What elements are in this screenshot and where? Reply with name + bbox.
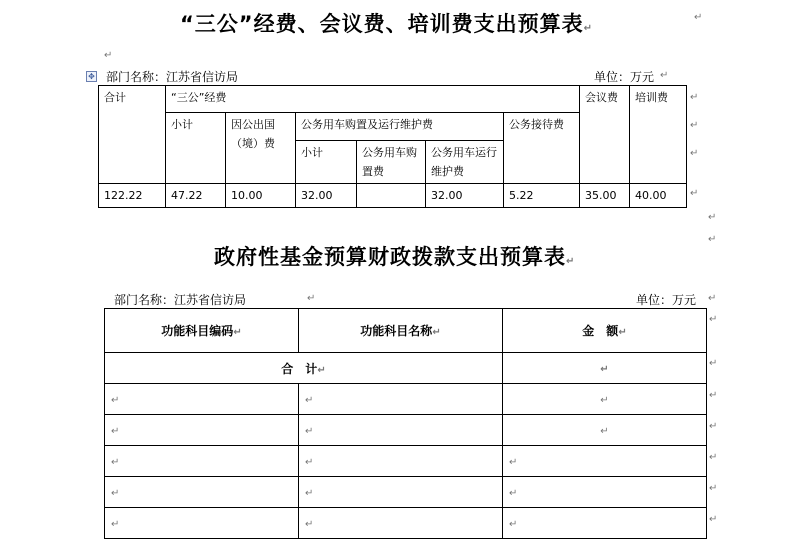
paragraph-mark: ↵ bbox=[583, 23, 593, 34]
row-end-mark: ↵ bbox=[709, 421, 718, 432]
paragraph-mark: ↵ bbox=[708, 212, 717, 223]
header-total: 合计 bbox=[99, 86, 166, 184]
header-meeting: 会议费 bbox=[580, 86, 630, 184]
header-sangong: “三公”经费 bbox=[166, 86, 580, 113]
header-training: 培训费 bbox=[630, 86, 687, 184]
title-text: “三公”经费、会议费、培训费支出预算表 bbox=[180, 12, 584, 36]
row-end-mark: ↵ bbox=[690, 188, 699, 199]
cell-amount: ↵ bbox=[503, 446, 707, 477]
value-reception: 5.22 bbox=[504, 184, 580, 208]
value-vehicle-purchase bbox=[357, 184, 426, 208]
paragraph-mark: ↵ bbox=[566, 256, 576, 267]
value-vehicle-maintenance: 32.00 bbox=[426, 184, 504, 208]
cell-amount: ↵ bbox=[503, 508, 707, 539]
header-reception: 公务接待费 bbox=[504, 113, 580, 184]
cell-code: ↵ bbox=[105, 477, 299, 508]
cell-amount: ↵ bbox=[503, 415, 707, 446]
header-abroad: 因公出国（境）费 bbox=[226, 113, 296, 184]
cell-code: ↵ bbox=[105, 415, 299, 446]
row-end-mark: ↵ bbox=[690, 92, 699, 103]
header-code: 功能科目编码↵ bbox=[105, 309, 299, 353]
row-end-mark: ↵ bbox=[709, 314, 718, 325]
paragraph-mark: ↵ bbox=[708, 293, 717, 304]
header-vehicle-subtotal: 小计 bbox=[296, 141, 357, 184]
department-name: 部门名称：江苏省信访局 bbox=[114, 293, 247, 307]
paragraph-mark: ↵ bbox=[104, 50, 113, 61]
unit-label: 单位：万元 bbox=[594, 70, 655, 84]
cell-code: ↵ bbox=[105, 384, 299, 415]
value-meeting: 35.00 bbox=[580, 184, 630, 208]
header-subtotal: 小计 bbox=[166, 113, 226, 184]
value-vehicle-subtotal: 32.00 bbox=[296, 184, 357, 208]
paragraph-mark: ↵ bbox=[694, 12, 703, 23]
budget-table-title bbox=[180, 8, 593, 38]
sangong-budget-table bbox=[98, 85, 687, 208]
row-end-mark: ↵ bbox=[690, 148, 699, 159]
cell-name: ↵ bbox=[299, 384, 503, 415]
header-vehicle-purchase: 公务用车购置费 bbox=[357, 141, 426, 184]
value-subtotal: 47.22 bbox=[166, 184, 226, 208]
row-end-mark: ↵ bbox=[709, 358, 718, 369]
total-amount: ↵ bbox=[503, 353, 707, 384]
cell-code: ↵ bbox=[105, 508, 299, 539]
unit-label: 单位：万元 bbox=[636, 293, 697, 307]
row-end-mark: ↵ bbox=[709, 514, 718, 525]
move-table-icon[interactable]: ✥ bbox=[86, 71, 97, 82]
row-end-mark: ↵ bbox=[709, 390, 718, 401]
cell-name: ↵ bbox=[299, 508, 503, 539]
value-total: 122.22 bbox=[99, 184, 166, 208]
value-abroad: 10.00 bbox=[226, 184, 296, 208]
cell-amount: ↵ bbox=[503, 384, 707, 415]
cell-name: ↵ bbox=[299, 446, 503, 477]
row-end-mark: ↵ bbox=[709, 483, 718, 494]
cell-amount: ↵ bbox=[503, 477, 707, 508]
department-name: 部门名称：江苏省信访局 bbox=[106, 70, 239, 84]
title-text: 政府性基金预算财政拨款支出预算表 bbox=[214, 245, 566, 269]
total-label: 合 计↵ bbox=[105, 353, 503, 384]
header-vehicle: 公务用车购置及运行维护费 bbox=[296, 113, 504, 141]
cell-name: ↵ bbox=[299, 477, 503, 508]
header-amount: 金 额↵ bbox=[503, 309, 707, 353]
header-name: 功能科目名称↵ bbox=[299, 309, 503, 353]
fund-budget-table bbox=[104, 308, 707, 539]
paragraph-mark: ↵ bbox=[708, 234, 717, 245]
value-training: 40.00 bbox=[630, 184, 687, 208]
row-end-mark: ↵ bbox=[709, 452, 718, 463]
cell-name: ↵ bbox=[299, 415, 503, 446]
fund-table-title bbox=[214, 241, 575, 271]
paragraph-mark: ↵ bbox=[307, 293, 316, 304]
row-end-mark: ↵ bbox=[690, 120, 699, 131]
header-vehicle-maintenance: 公务用车运行维护费 bbox=[426, 141, 504, 184]
cell-code: ↵ bbox=[105, 446, 299, 477]
paragraph-mark: ↵ bbox=[660, 70, 669, 81]
